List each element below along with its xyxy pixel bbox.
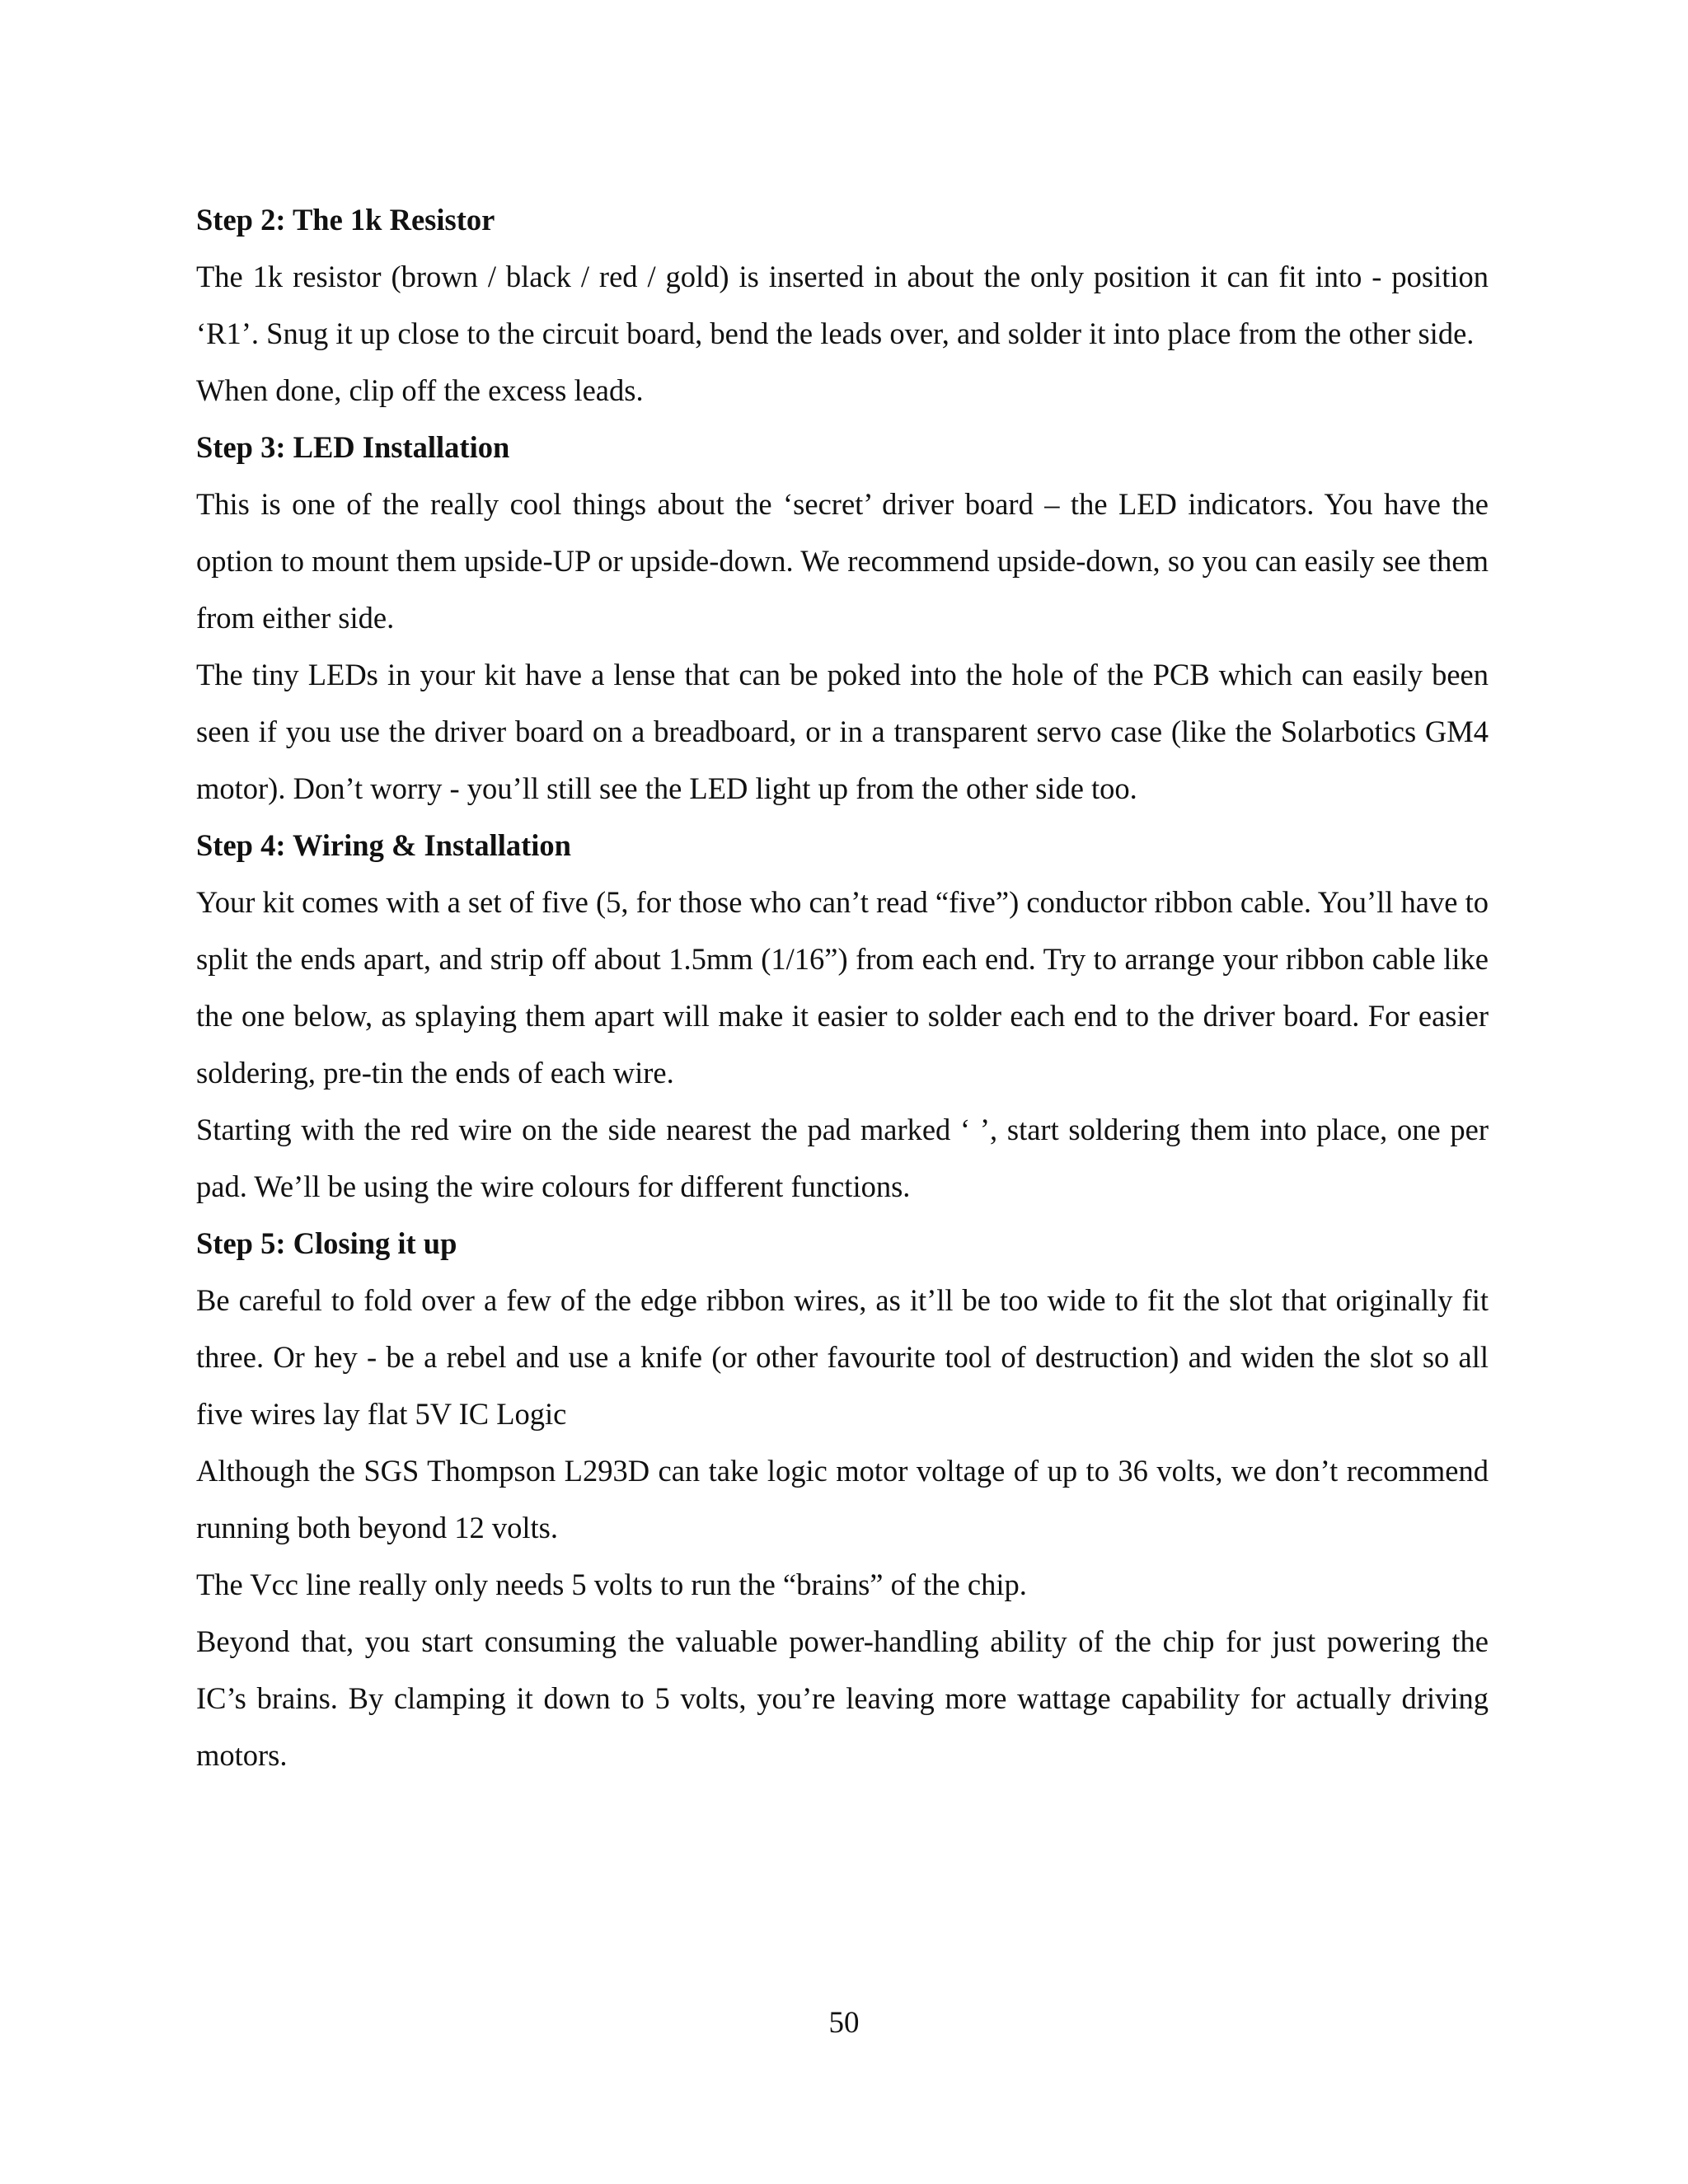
- page-content: [196, 191, 1489, 1783]
- step-5-paragraph-4: Beyond that, you start consuming the valuable power-handling ability of the chip for just powering the IC’s brains. By clamping it down to 5 volts, you’re leaving more wattage capability for actually driving motors.: [196, 1624, 1489, 1772]
- step-5-paragraph-3: The Vcc line really only needs 5 volts to run the “brains” of the chip.: [196, 1568, 1027, 1601]
- section-step-3: [196, 419, 1489, 817]
- step-3-heading: Step 3: LED Installation: [196, 430, 510, 464]
- step-4-paragraph-1: Your kit comes with a set of five (5, for those who can’t read “five”) conductor ribbon cable. You’ll have to split the ends apart, and strip off about 1.5mm (1/16”) from each end. Try to arrange your ribbon cable like the one below, as splaying them apart will make it easier to solder each end to the driver board. For easier soldering, pre-tin the ends of each wire.: [196, 885, 1489, 1090]
- section-step-5: [196, 1215, 1489, 1783]
- step-5-paragraph-1: Be careful to fold over a few of the edge ribbon wires, as it’ll be too wide to fit the slot that originally fit three. Or hey - be a rebel and use a knife (or other favourite tool of destruction) and widen the slot so all five wires lay flat 5V IC Logic: [196, 1283, 1489, 1431]
- page-number: 50: [828, 2006, 860, 2040]
- step-3-paragraph-2: The tiny LEDs in your kit have a lense that can be poked into the hole of the PCB which can easily been seen if you use the driver board on a breadboard, or in a transparent servo case (like the Solarbotics GM4 motor). Don’t worry - you’ll still see the LED light up from the other side too.: [196, 658, 1489, 805]
- section-step-2: [196, 191, 1489, 419]
- step-4-heading: Step 4: Wiring & Installation: [196, 828, 571, 862]
- step-5-heading: Step 5: Closing it up: [196, 1226, 457, 1260]
- step-2-heading: Step 2: The 1k Resistor: [196, 203, 495, 237]
- section-step-4: [196, 817, 1489, 1215]
- step-3-paragraph-1: This is one of the really cool things about the ‘secret’ driver board – the LED indicators. You have the option to mount them upside-UP or upside-down. We recommend upside-down, so you can easily see them from either side.: [196, 487, 1489, 635]
- step-4-paragraph-2: Starting with the red wire on the side nearest the pad marked ‘ ’, start soldering them into place, one per pad. We’ll be using the wire colours for different functions.: [196, 1113, 1489, 1203]
- step-5-paragraph-2: Although the SGS Thompson L293D can take logic motor voltage of up to 36 volts, we don’t recommend running both beyond 12 volts.: [196, 1454, 1489, 1544]
- step-2-paragraph-2: When done, clip off the excess leads.: [196, 373, 644, 407]
- step-2-paragraph-1: The 1k resistor (brown / black / red / gold) is inserted in about the only position it can fit into - position ‘R1’. Snug it up close to the circuit board, bend the leads over, and solder it into place from the other side.: [196, 260, 1489, 350]
